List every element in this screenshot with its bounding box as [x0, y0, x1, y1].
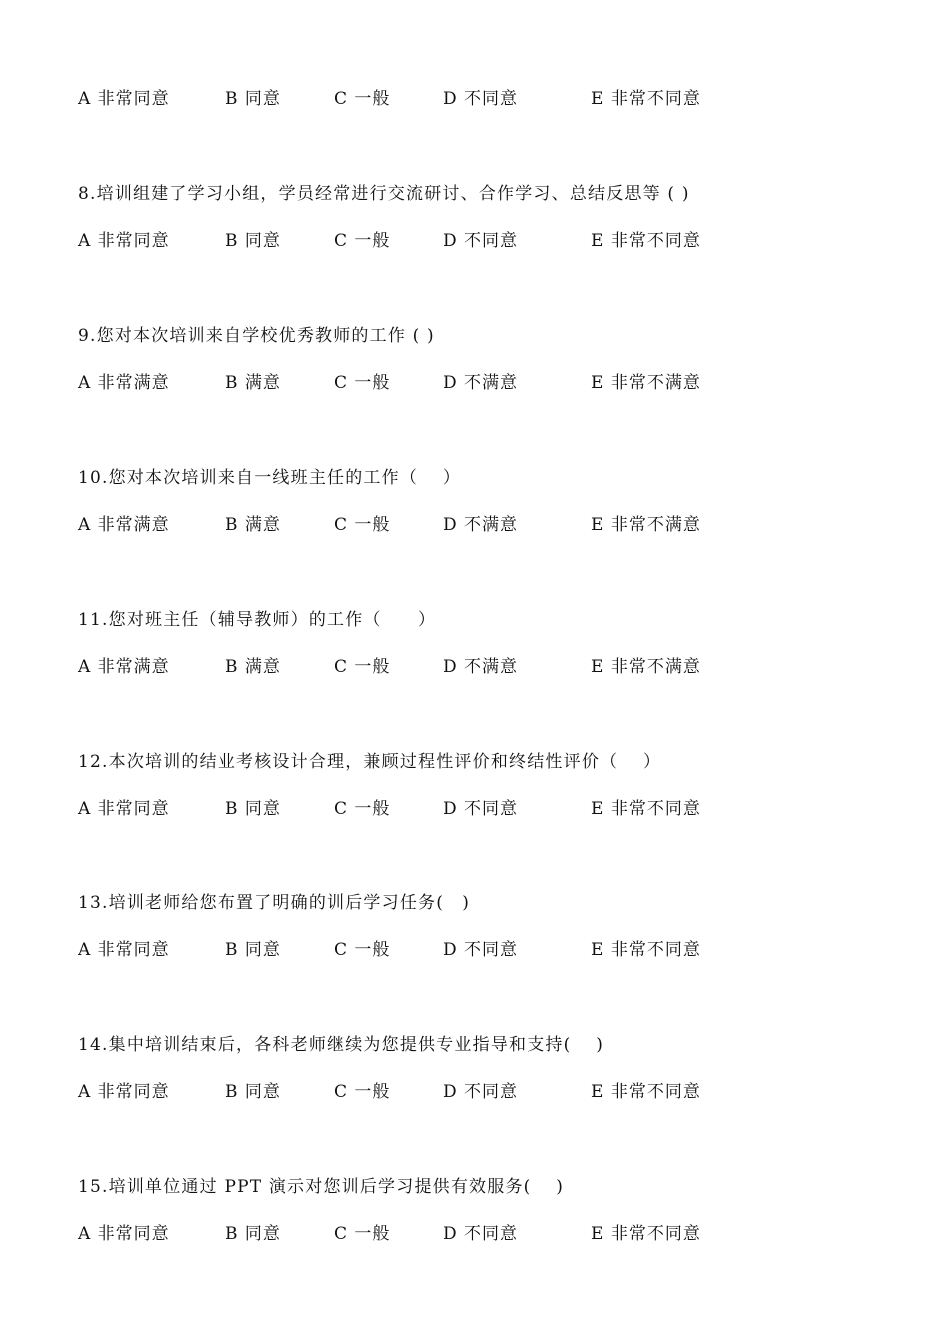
option-b[interactable]: B 满意	[225, 515, 281, 535]
option-a[interactable]: A 非常同意	[78, 799, 170, 819]
answer-options	[78, 88, 898, 110]
option-c[interactable]: C 一般	[334, 1224, 391, 1244]
answer-options	[78, 1223, 898, 1245]
question-text: 14.集中培训结束后，各科老师继续为您提供专业指导和支持( )	[78, 1035, 605, 1055]
question-block-10	[78, 467, 898, 536]
option-e[interactable]: E 非常不同意	[591, 1224, 701, 1244]
option-b[interactable]: B 满意	[225, 657, 281, 677]
answer-options	[78, 798, 898, 820]
option-c[interactable]: C 一般	[334, 657, 391, 677]
option-d[interactable]: D 不同意	[443, 799, 519, 819]
question-block-12	[78, 751, 898, 820]
option-a[interactable]: A 非常满意	[78, 657, 170, 677]
option-c[interactable]: C 一般	[334, 940, 391, 960]
option-d[interactable]: D 不满意	[443, 515, 519, 535]
option-a[interactable]: A 非常同意	[78, 1082, 170, 1102]
option-e[interactable]: E 非常不同意	[591, 940, 701, 960]
option-d[interactable]: D 不同意	[443, 231, 519, 251]
option-e[interactable]: E 非常不同意	[591, 799, 701, 819]
option-e[interactable]: E 非常不满意	[591, 657, 701, 677]
option-e[interactable]: E 非常不满意	[591, 515, 701, 535]
option-b[interactable]: B 同意	[225, 231, 281, 251]
option-b[interactable]: B 同意	[225, 1082, 281, 1102]
option-d[interactable]: D 不同意	[443, 1082, 519, 1102]
options-row-continued	[78, 88, 898, 110]
option-c[interactable]: C 一般	[334, 89, 391, 109]
answer-options	[78, 656, 898, 678]
question-text: 8.培训组建了学习小组，学员经常进行交流研讨、合作学习、总结反思等 ( )	[78, 184, 690, 204]
question-block-14	[78, 1034, 898, 1103]
option-b[interactable]: B 同意	[225, 1224, 281, 1244]
option-d[interactable]: D 不同意	[443, 1224, 519, 1244]
option-d[interactable]: D 不同意	[443, 89, 519, 109]
option-a[interactable]: A 非常满意	[78, 373, 170, 393]
option-c[interactable]: C 一般	[334, 1082, 391, 1102]
answer-options	[78, 1081, 898, 1103]
question-block-13	[78, 892, 898, 961]
question-text: 15.培训单位通过 PPT 演示对您训后学习提供有效服务( )	[78, 1177, 565, 1197]
option-e[interactable]: E 非常不同意	[591, 1082, 701, 1102]
question-block-8	[78, 183, 898, 252]
option-a[interactable]: A 非常同意	[78, 89, 170, 109]
option-b[interactable]: B 满意	[225, 373, 281, 393]
answer-options	[78, 939, 898, 961]
answer-options	[78, 514, 898, 536]
question-block-15	[78, 1176, 898, 1245]
question-text: 11.您对班主任（辅导教师）的工作（ ）	[78, 610, 437, 630]
option-c[interactable]: C 一般	[334, 373, 391, 393]
answer-options	[78, 230, 898, 252]
option-e[interactable]: E 非常不同意	[591, 89, 701, 109]
option-d[interactable]: D 不满意	[443, 657, 519, 677]
option-c[interactable]: C 一般	[334, 799, 391, 819]
option-e[interactable]: E 非常不同意	[591, 231, 701, 251]
question-text: 13.培训老师给您布置了明确的训后学习任务( )	[78, 893, 471, 913]
option-a[interactable]: A 非常同意	[78, 940, 170, 960]
option-c[interactable]: C 一般	[334, 515, 391, 535]
option-b[interactable]: B 同意	[225, 799, 281, 819]
option-e[interactable]: E 非常不满意	[591, 373, 701, 393]
question-text: 9.您对本次培训来自学校优秀教师的工作 ( )	[78, 326, 435, 346]
option-b[interactable]: B 同意	[225, 940, 281, 960]
option-d[interactable]: D 不同意	[443, 940, 519, 960]
question-block-11	[78, 609, 898, 678]
question-text: 12.本次培训的结业考核设计合理，兼顾过程性评价和终结性评价（ ）	[78, 752, 662, 772]
option-b[interactable]: B 同意	[225, 89, 281, 109]
option-a[interactable]: A 非常同意	[78, 1224, 170, 1244]
option-a[interactable]: A 非常同意	[78, 231, 170, 251]
option-d[interactable]: D 不满意	[443, 373, 519, 393]
question-text: 10.您对本次培训来自一线班主任的工作（ ）	[78, 468, 462, 488]
question-block-9	[78, 325, 898, 394]
option-c[interactable]: C 一般	[334, 231, 391, 251]
option-a[interactable]: A 非常满意	[78, 515, 170, 535]
answer-options	[78, 372, 898, 394]
